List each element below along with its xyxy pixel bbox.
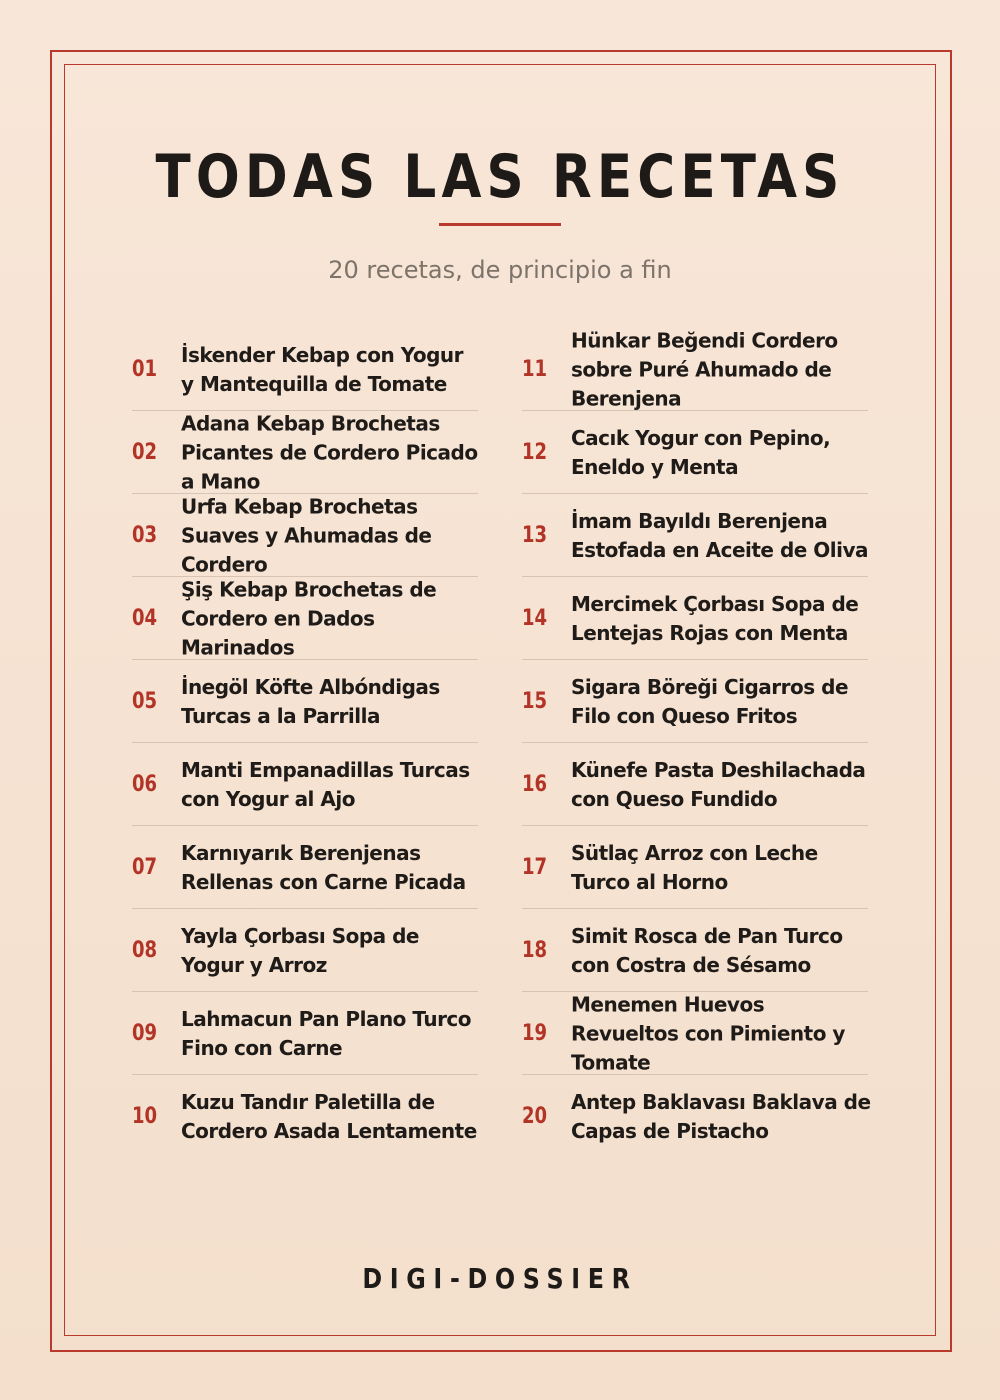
recipe-item-05 [132, 660, 478, 743]
recipe-number: 01 [132, 357, 158, 382]
recipe-item-09 [132, 992, 478, 1075]
recipe-item-11 [522, 328, 868, 411]
recipe-item-12 [522, 411, 868, 494]
recipe-item-20 [522, 1075, 871, 1158]
page-title: TODAS LAS RECETAS [155, 142, 845, 212]
recipe-name: Manti Empanadillas Turcas con Yogur al Ajo [181, 757, 470, 811]
recipe-name: Künefe Pasta Deshilachada con Queso Fundido [571, 757, 866, 811]
recipe-number: 10 [132, 1104, 158, 1129]
recipe-name: Karnıyarık Berenjenas Rellenas con Carne Picada [181, 840, 466, 894]
recipe-number: 14 [522, 606, 548, 631]
recipe-number: 05 [132, 689, 158, 714]
recipe-item-04 [132, 577, 478, 660]
recipe-item-16 [522, 743, 868, 826]
recipe-number: 02 [132, 440, 158, 465]
recipe-item-13 [522, 494, 868, 577]
recipe-item-08 [132, 909, 478, 992]
recipe-name: Menemen Huevos Revueltos con Pimiento y Tomate [571, 992, 845, 1074]
recipe-name: Lahmacun Pan Plano Turco Fino con Carne [181, 1006, 472, 1060]
recipe-number: 19 [522, 1021, 548, 1046]
recipe-name: İmam Bayıldı Berenjena Estofada en Aceite de Oliva [571, 508, 869, 562]
recipe-name: Adana Kebap Brochetas Picantes de Cordero Picado a Mano [181, 411, 478, 493]
recipe-number: 20 [522, 1104, 548, 1129]
recipe-number: 16 [522, 772, 548, 797]
recipe-name: Urfa Kebap Brochetas Suaves y Ahumadas de Cordero [181, 494, 432, 576]
recipe-number: 03 [132, 523, 158, 548]
page-subtitle: 20 recetas, de principio a fin [328, 256, 672, 284]
recipe-number: 18 [522, 938, 548, 963]
recipe-item-10 [132, 1075, 478, 1158]
brand-footer: DIGI-DOSSIER [362, 1262, 638, 1295]
title-underline [439, 223, 561, 226]
recipe-number: 15 [522, 689, 548, 714]
recipe-number: 13 [522, 523, 548, 548]
recipe-item-02 [132, 411, 478, 494]
recipe-number: 11 [522, 357, 548, 382]
recipe-item-18 [522, 909, 868, 992]
recipe-item-15 [522, 660, 868, 743]
recipe-item-19 [522, 992, 868, 1075]
recipe-name: Sütlaç Arroz con Leche Turco al Horno [571, 840, 818, 894]
recipe-name: Yayla Çorbası Sopa de Yogur y Arroz [181, 923, 419, 977]
recipe-item-17 [522, 826, 868, 909]
recipe-name: Hünkar Beğendi Cordero sobre Puré Ahumado de Berenjena [571, 328, 838, 410]
recipe-name: Kuzu Tandır Paletilla de Cordero Asada Lentamente [181, 1089, 477, 1143]
recipe-name: İskender Kebap con Yogur y Mantequilla de Tomate [181, 342, 464, 396]
recipe-item-07 [132, 826, 478, 909]
recipe-number: 07 [132, 855, 158, 880]
recipe-number: 08 [132, 938, 158, 963]
recipe-number: 12 [522, 440, 548, 465]
recipe-number: 17 [522, 855, 548, 880]
recipe-item-01 [132, 328, 478, 411]
recipe-item-14 [522, 577, 868, 660]
recipe-name: Şiş Kebap Brochetas de Cordero en Dados Marinados [181, 577, 437, 659]
recipe-number: 04 [132, 606, 158, 631]
recipe-name: Mercimek Çorbası Sopa de Lentejas Rojas con Menta [571, 591, 859, 645]
recipe-item-03 [132, 494, 478, 577]
recipe-name: Antep Baklavası Baklava de Capas de Pistacho [571, 1089, 871, 1143]
recipe-name: Simit Rosca de Pan Turco con Costra de Sésamo [571, 923, 843, 977]
recipe-number: 06 [132, 772, 158, 797]
recipe-name: İnegöl Köfte Albóndigas Turcas a la Parrilla [181, 674, 440, 728]
recipe-item-06 [132, 743, 478, 826]
recipe-name: Cacık Yogur con Pepino, Eneldo y Menta [571, 425, 831, 479]
recipe-name: Sigara Böreği Cigarros de Filo con Queso Fritos [571, 674, 849, 728]
recipe-number: 09 [132, 1021, 158, 1046]
